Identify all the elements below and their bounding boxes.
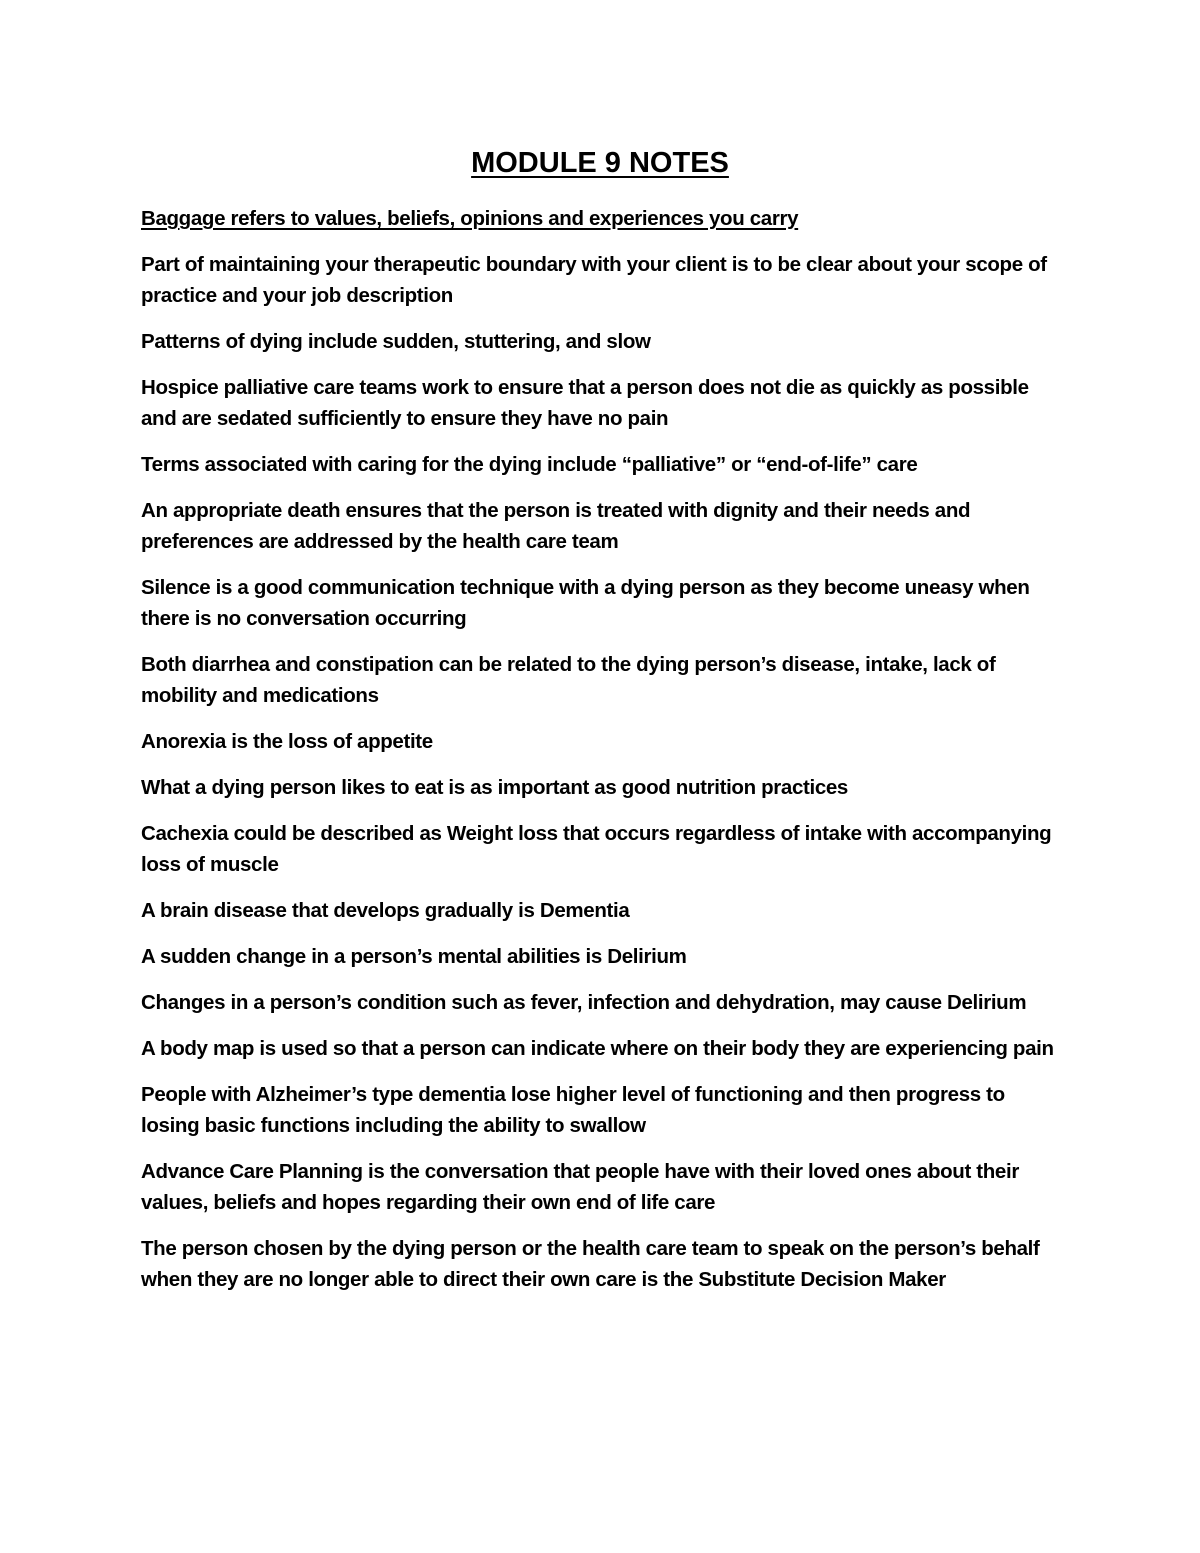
note-paragraph: Advance Care Planning is the conversation that people have with their loved ones about their values, beliefs and hopes regarding their own end of life care	[141, 1160, 1019, 1214]
note-paragraph: Terms associated with caring for the dying include “palliative” or “end-of-life” care	[141, 453, 918, 476]
note-paragraph: An appropriate death ensures that the person is treated with dignity and their needs and preferences are addressed by the health care team	[141, 499, 971, 553]
note-paragraph: Both diarrhea and constipation can be related to the dying person’s disease, intake, lack of mobility and medications	[141, 653, 996, 707]
note-paragraph: A body map is used so that a person can indicate where on their body they are experiencing pain	[141, 1037, 1054, 1060]
note-paragraph: What a dying person likes to eat is as important as good nutrition practices	[141, 776, 848, 799]
note-paragraph: Hospice palliative care teams work to ensure that a person does not die as quickly as possible and are sedated sufficiently to ensure they have no pain	[141, 376, 1029, 430]
note-paragraph: Silence is a good communication technique with a dying person as they become uneasy when there is no conversation occurring	[141, 576, 1030, 630]
page-title: MODULE 9 NOTES	[471, 147, 729, 179]
note-paragraph: Baggage refers to values, beliefs, opinions and experiences you carry	[141, 207, 799, 230]
note-paragraph: The person chosen by the dying person or the health care team to speak on the person’s behalf when they are no longer able to direct their own care is the Substitute Decision Maker	[141, 1237, 1040, 1291]
note-paragraph: Anorexia is the loss of appetite	[141, 730, 433, 753]
note-paragraph: Patterns of dying include sudden, stuttering, and slow	[141, 330, 651, 353]
note-paragraph: Part of maintaining your therapeutic boundary with your client is to be clear about your scope of practice and your job description	[141, 253, 1047, 307]
notes-list	[141, 203, 1066, 1310]
note-paragraph: Changes in a person’s condition such as fever, infection and dehydration, may cause Delirium	[141, 991, 1027, 1014]
note-paragraph: Cachexia could be described as Weight loss that occurs regardless of intake with accompanying loss of muscle	[141, 822, 1052, 876]
note-paragraph: People with Alzheimer’s type dementia lose higher level of functioning and then progress to losing basic functions including the ability to swallow	[141, 1083, 1005, 1137]
note-paragraph: A brain disease that develops gradually is Dementia	[141, 899, 630, 922]
note-paragraph: A sudden change in a person’s mental abilities is Delirium	[141, 945, 687, 968]
